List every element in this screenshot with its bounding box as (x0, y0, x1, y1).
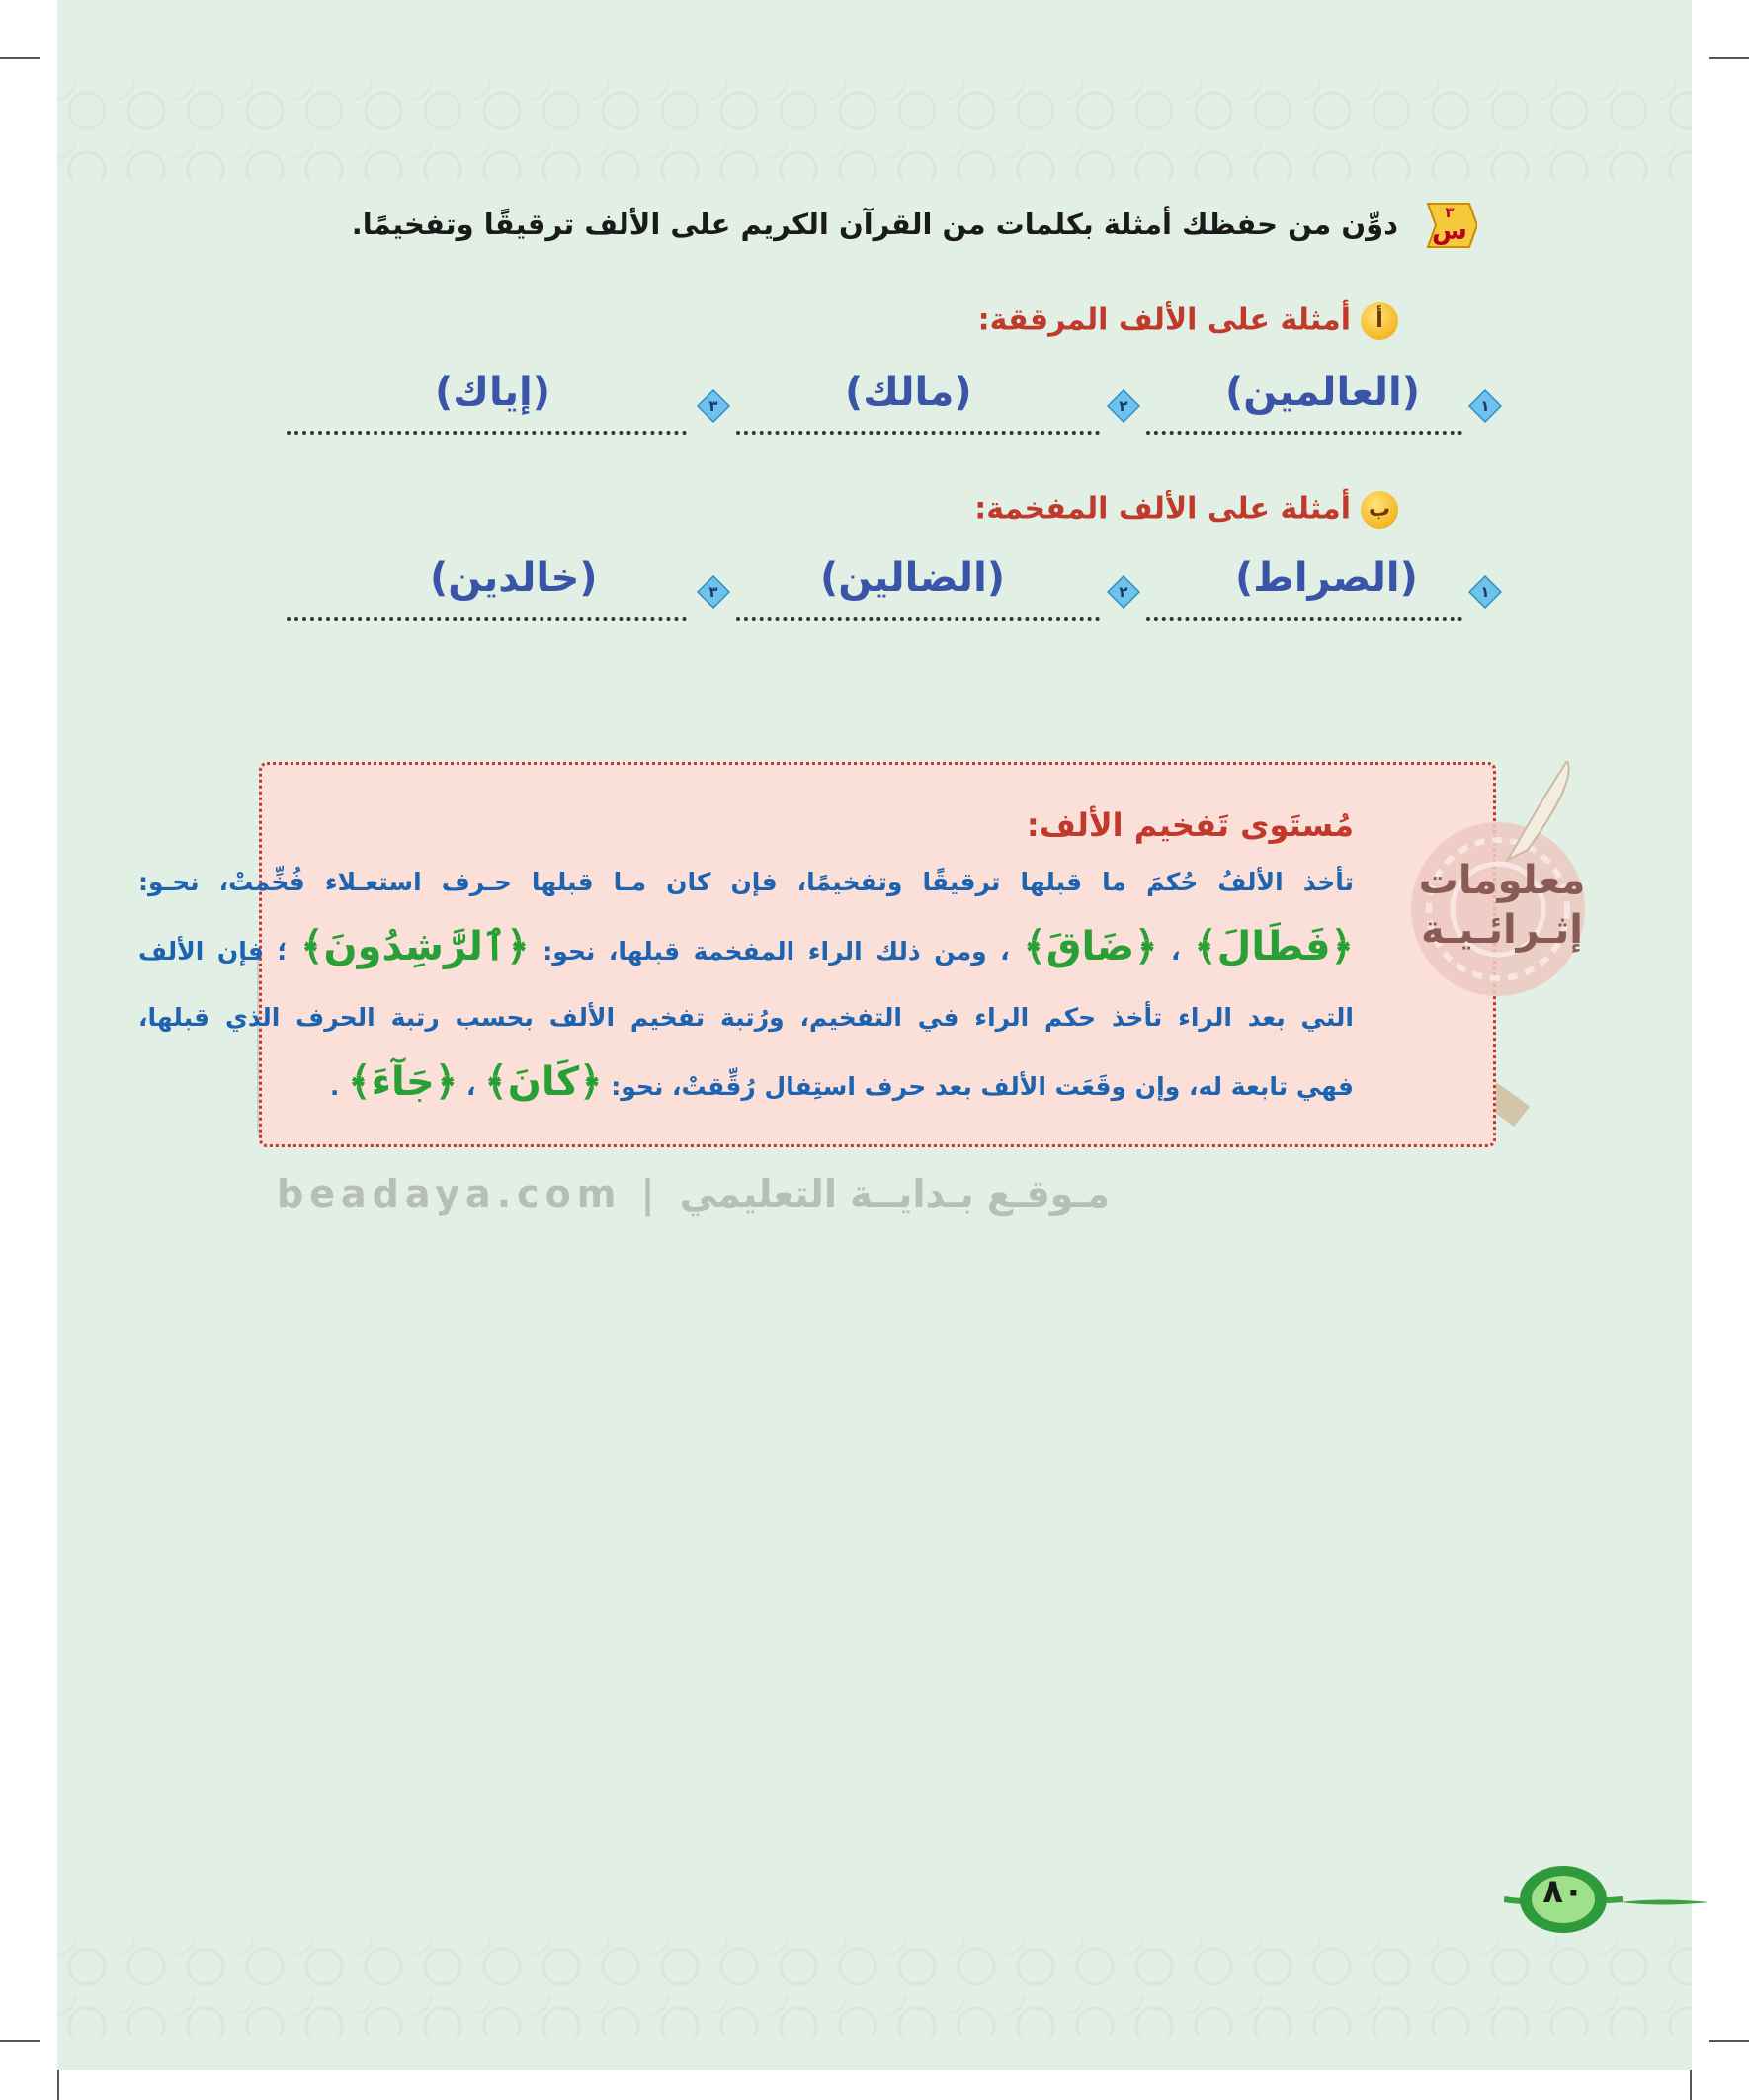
page-number: ٨٠ (1542, 1872, 1584, 1911)
item-number: ٣ (708, 583, 718, 601)
number-badge-icon (1107, 575, 1140, 609)
section-b-letter-badge: ب (1361, 491, 1398, 529)
quran-word: ﴿جَآءَ﴾ (348, 1059, 458, 1105)
top-ornament-band (57, 81, 1692, 180)
crop-mark (1709, 57, 1749, 59)
info-line-2 (138, 924, 1354, 969)
answer-text: (الصراط) (1235, 555, 1418, 601)
number-badge-icon (1468, 389, 1502, 423)
section-b-heading (509, 491, 1398, 529)
info-title: مُستَوى تَفخيم الألف: (1026, 806, 1354, 844)
section-a-answers (287, 370, 1512, 435)
item-number: ٢ (1119, 583, 1128, 601)
separator: ، (466, 1072, 476, 1101)
answer-text: (العالمين) (1225, 370, 1421, 415)
section-a-letter-badge: أ (1361, 302, 1398, 340)
crop-mark (0, 57, 40, 59)
item-number: ٢ (1119, 397, 1128, 415)
enrichment-label-line2: إثـرائـيـة (1421, 907, 1583, 953)
answer-text: (خالدين) (430, 555, 598, 601)
quran-word: ﴿ٱلرَّٰشِدُونَ﴾ (300, 924, 530, 969)
section-a-heading-text: أمثلة على الألف المرققة: (977, 302, 1351, 338)
number-badge-icon (697, 575, 730, 609)
number-badge-icon (697, 389, 730, 423)
question-badge-icon (1420, 200, 1477, 251)
number-badge-icon (1468, 575, 1502, 609)
question-text: دوِّن من حفظك أمثلة بكلمات من القرآن الكريم على الألف ترقيقًا وتفخيمًا. (351, 208, 1398, 241)
answer-text: (مالك) (845, 370, 972, 415)
enrichment-label-line1: معلومات (1418, 858, 1586, 903)
section-b-heading-text: أمثلة على الألف المفخمة: (974, 491, 1351, 527)
item-number: ١ (1480, 583, 1490, 601)
separator: ، (1171, 937, 1181, 966)
quran-word: ﴿ضَاقَ﴾ (1023, 924, 1158, 969)
item-number: ٣ (708, 397, 718, 415)
info-text: ، ومن ذلك الراء المفخمة قبلها، نحو: (542, 937, 1010, 966)
question-badge-number: ٣ (1445, 204, 1455, 221)
number-badge-icon (1107, 389, 1140, 423)
answer-text: (الضالين) (820, 555, 1006, 601)
crop-mark (0, 2040, 40, 2042)
watermark-site: beadaya.com | مـوقـع بـدايــة التعليمي (277, 1172, 1111, 1216)
info-text: . (329, 1072, 340, 1101)
quran-word: ﴿كَانَ﴾ (484, 1059, 603, 1105)
info-line-3: التي بعد الراء تأخذ حكم الراء في التفخيم، ورُتبة تفخيم الألف بحسب رتبة الحرف الذي قبلها، (138, 1003, 1354, 1032)
page-number-tail-icon (1621, 1895, 1709, 1909)
answer-text: (إياك) (435, 370, 550, 415)
crop-mark (1709, 2040, 1749, 2042)
question-badge-letter: س (1432, 216, 1467, 246)
question-row (193, 204, 1467, 246)
info-line-1: تأخذ الألفُ حُكمَ ما قبلها ترقيقًا وتفخيمًا، فإن كان مـا قبلها حـرف استعـلاء فُخِّمتْ، نحـو: (138, 868, 1354, 896)
info-line-4 (138, 1059, 1354, 1105)
bottom-ornament-band (57, 1937, 1692, 2036)
item-number: ١ (1480, 397, 1490, 415)
quran-word: ﴿فَطَالَ﴾ (1194, 924, 1354, 969)
info-text: فهي تابعة له، وإن وقَعَت الألف بعد حرف استِفال رُقِّقتْ، نحو: (611, 1072, 1354, 1101)
info-text: ؛ فإن الألف (138, 937, 288, 966)
section-a-heading (509, 302, 1398, 340)
section-b-answers (287, 555, 1512, 621)
